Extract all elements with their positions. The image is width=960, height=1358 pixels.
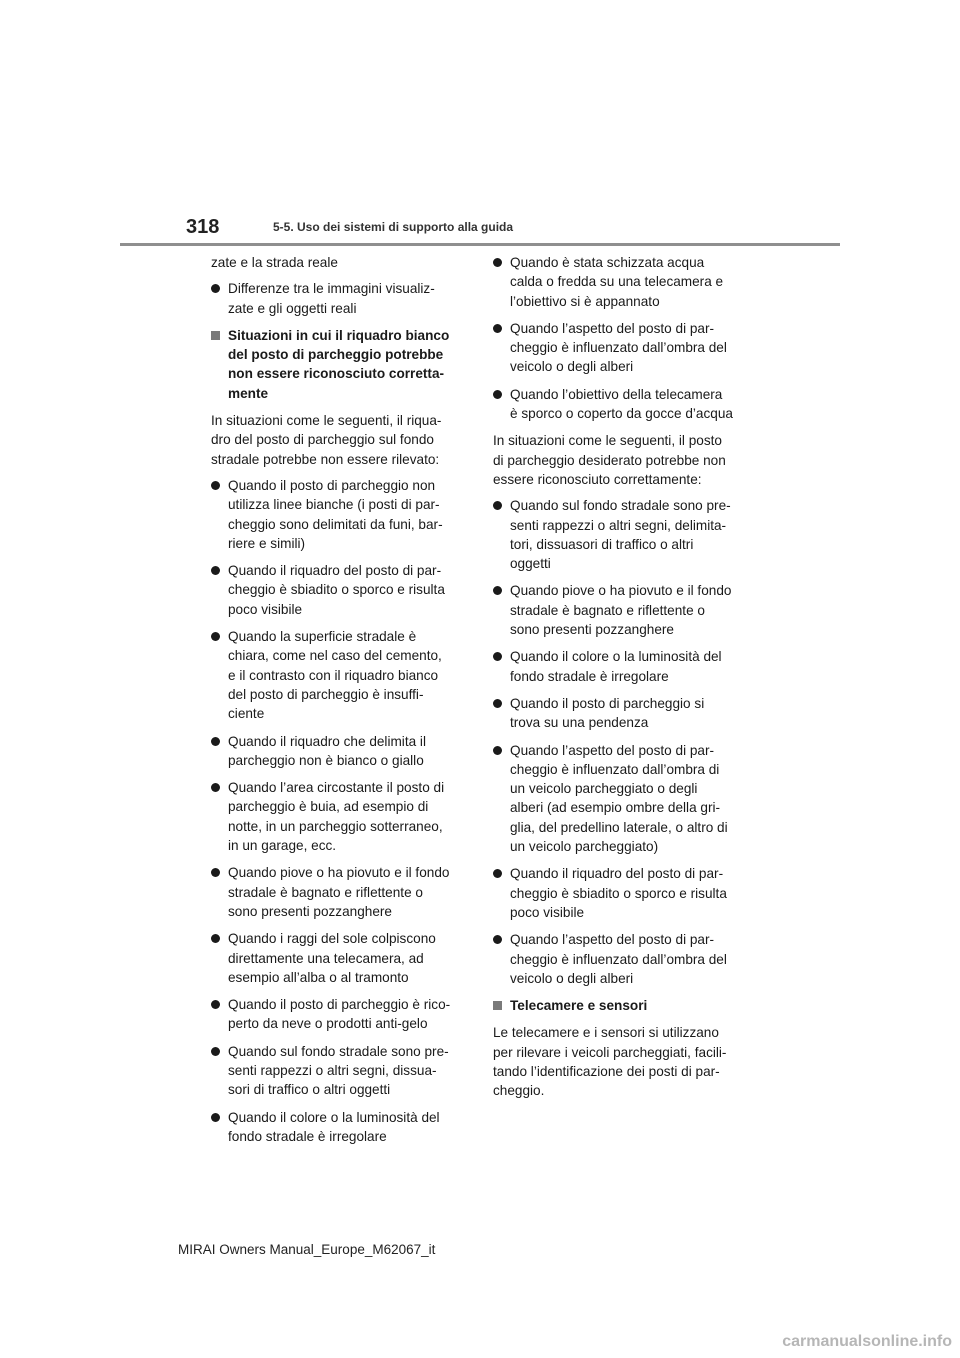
list-item <box>211 476 469 553</box>
bullet-dot-icon <box>493 935 502 944</box>
bullet-dot-icon <box>211 1113 220 1122</box>
bullet-list-b <box>211 476 469 1146</box>
page-number: 318 <box>186 216 220 238</box>
right-column <box>493 253 751 1108</box>
bullet-dot-icon <box>211 783 220 792</box>
list-item-text: Quando l’aspetto del posto di par- cheggio è influenzato dall’ombra del veicolo o degli alberi <box>510 932 727 986</box>
list-item-text: Quando sul fondo stradale sono pre- senti rappezzi o altri segni, delimita- tori, dissuasori di traffico o altri oggetti <box>510 498 731 572</box>
bullet-dot-icon <box>211 1047 220 1056</box>
bullet-dot-icon <box>211 1000 220 1009</box>
list-item <box>493 694 751 733</box>
list-item-text: Quando sul fondo stradale sono pre- senti rappezzi o altri segni, dissua- sori di traffico o altri oggetti <box>228 1043 449 1098</box>
bullet-dot-icon <box>493 258 502 267</box>
left-column <box>211 253 469 1154</box>
bullet-dot-icon <box>493 586 502 595</box>
bullet-dot-icon <box>493 390 502 399</box>
list-item-text: Quando il colore o la luminosità del fondo stradale è irregolare <box>228 1109 440 1144</box>
bullet-list-a <box>211 279 469 318</box>
list-item <box>493 864 751 922</box>
list-item-text: Quando è stata schizzata acqua calda o fredda su una telecamera e l’obiettivo si è appannato <box>510 255 724 309</box>
list-item-text: Quando il colore o la luminosità del fondo stradale è irregolare <box>510 649 722 684</box>
bullet-dot-icon <box>493 652 502 661</box>
list-item <box>493 253 751 311</box>
intro-paragraph: In situazioni come le seguenti, il riqua- dro del posto di parcheggio sul fondo stradale potrebbe non essere rilevato: <box>211 413 442 467</box>
bullet-dot-icon <box>211 934 220 943</box>
bullet-dot-icon <box>211 481 220 490</box>
section-title: 5-5. Uso dei sistemi di supporto alla guida <box>273 220 514 234</box>
square-bullet-icon <box>211 331 220 340</box>
bullet-dot-icon <box>211 284 220 293</box>
list-item-text: Quando l’aspetto del posto di par- cheggio è influenzato dall’ombra del veicolo o degli alberi <box>510 320 727 375</box>
bullet-dot-icon <box>211 632 220 641</box>
list-item <box>211 627 469 723</box>
list-item <box>211 561 469 619</box>
list-item <box>211 732 469 771</box>
bullet-dot-icon <box>211 868 220 877</box>
bullet-dot-icon <box>493 699 502 708</box>
list-item-text: Quando la superficie stradale è chiara, come nel caso del cemento, e il contrasto con il riquadro bianco del posto di parcheggio è insuffi- ciente <box>228 629 442 722</box>
footer-manual-name: MIRAI Owners Manual_Europe_M62067_it <box>178 1242 436 1257</box>
square-bullet-icon <box>493 1001 502 1010</box>
list-item-text: Quando i raggi del sole colpiscono direttamente una telecamera, ad esempio all’alba o al tramonto <box>228 931 436 985</box>
section-heading <box>211 326 469 403</box>
list-item <box>493 581 751 639</box>
heading-text: Telecamere e sensori <box>510 998 648 1014</box>
bullet-dot-icon <box>493 324 502 333</box>
header-rule <box>120 243 840 246</box>
list-item-text: Quando il posto di parcheggio non utilizza linee bianche (i posti di par- cheggio sono delimitati da funi, bar- riere e simili) <box>228 477 443 551</box>
list-item-text: Quando l’area circostante il posto di parcheggio è buia, ad esempio di notte, in un parcheggio sotterraneo, in un garage, ecc. <box>228 780 445 854</box>
intro-paragraph-right: In situazioni come le seguenti, il posto di parcheggio desiderato potrebbe non essere riconosciuto correttamente: <box>493 433 726 487</box>
list-item <box>493 930 751 988</box>
list-item-text: Differenze tra le immagini visualiz- zate e gli oggetti reali <box>228 281 435 316</box>
watermark: carmanualsonline.info <box>782 1333 952 1350</box>
list-item <box>211 778 469 855</box>
list-item <box>493 496 751 573</box>
list-item <box>493 741 751 857</box>
list-item <box>493 319 751 377</box>
list-item <box>493 385 751 424</box>
list-item-text: Quando piove o ha piovuto e il fondo stradale è bagnato e riflettente o sono presenti pozzanghere <box>228 865 450 919</box>
list-item <box>211 995 469 1034</box>
list-item-text: Quando il posto di parcheggio si trova su una pendenza <box>510 695 705 731</box>
list-item-text: Quando il posto di parcheggio è rico- perto da neve o prodotti anti-gelo <box>228 997 451 1032</box>
outro-paragraph: Le telecamere e i sensori si utilizzano per rilevare i veicoli parcheggiati, facili- tando l’identificazione dei posti di par- cheggio. <box>493 1025 727 1099</box>
bullet-dot-icon <box>493 746 502 755</box>
bullet-dot-icon <box>493 869 502 878</box>
heading-text: Situazioni in cui il riquadro bianco del posto di parcheggio potrebbe non essere riconosciuto corretta- mente <box>228 327 450 401</box>
bullet-dot-icon <box>211 737 220 746</box>
list-item <box>211 1042 469 1100</box>
bullet-list-d <box>493 496 751 988</box>
list-item-text: Quando l’aspetto del posto di par- cheggio è influenzato dall’ombra di un veicolo parcheggiato o degli alberi (ad esempio ombre della gri- glia, del predellino laterale, o altro di un veicolo parcheggiato) <box>510 742 728 855</box>
section-heading-right <box>493 996 751 1015</box>
list-item <box>211 863 469 921</box>
continuation-text: zate e la strada reale <box>211 255 338 270</box>
list-item-text: Quando l’obiettivo della telecamera è sporco o coperto da gocce d’acqua <box>510 386 733 422</box>
list-item-text: Quando il riquadro che delimita il parcheggio non è bianco o giallo <box>228 733 426 768</box>
list-item <box>211 1108 469 1147</box>
list-item <box>211 929 469 987</box>
bullet-dot-icon <box>493 501 502 510</box>
list-item-text: Quando piove o ha piovuto e il fondo stradale è bagnato e riflettente o sono presenti pozzanghere <box>510 583 732 638</box>
list-item-text: Quando il riquadro del posto di par- cheggio è sbiadito o sporco e risulta poco visibile <box>228 563 445 617</box>
bullet-dot-icon <box>211 566 220 575</box>
list-item-text: Quando il riquadro del posto di par- cheggio è sbiadito o sporco e risulta poco visibile <box>510 866 727 920</box>
bullet-list-c <box>493 253 751 423</box>
list-item <box>493 647 751 686</box>
list-item <box>211 279 469 318</box>
